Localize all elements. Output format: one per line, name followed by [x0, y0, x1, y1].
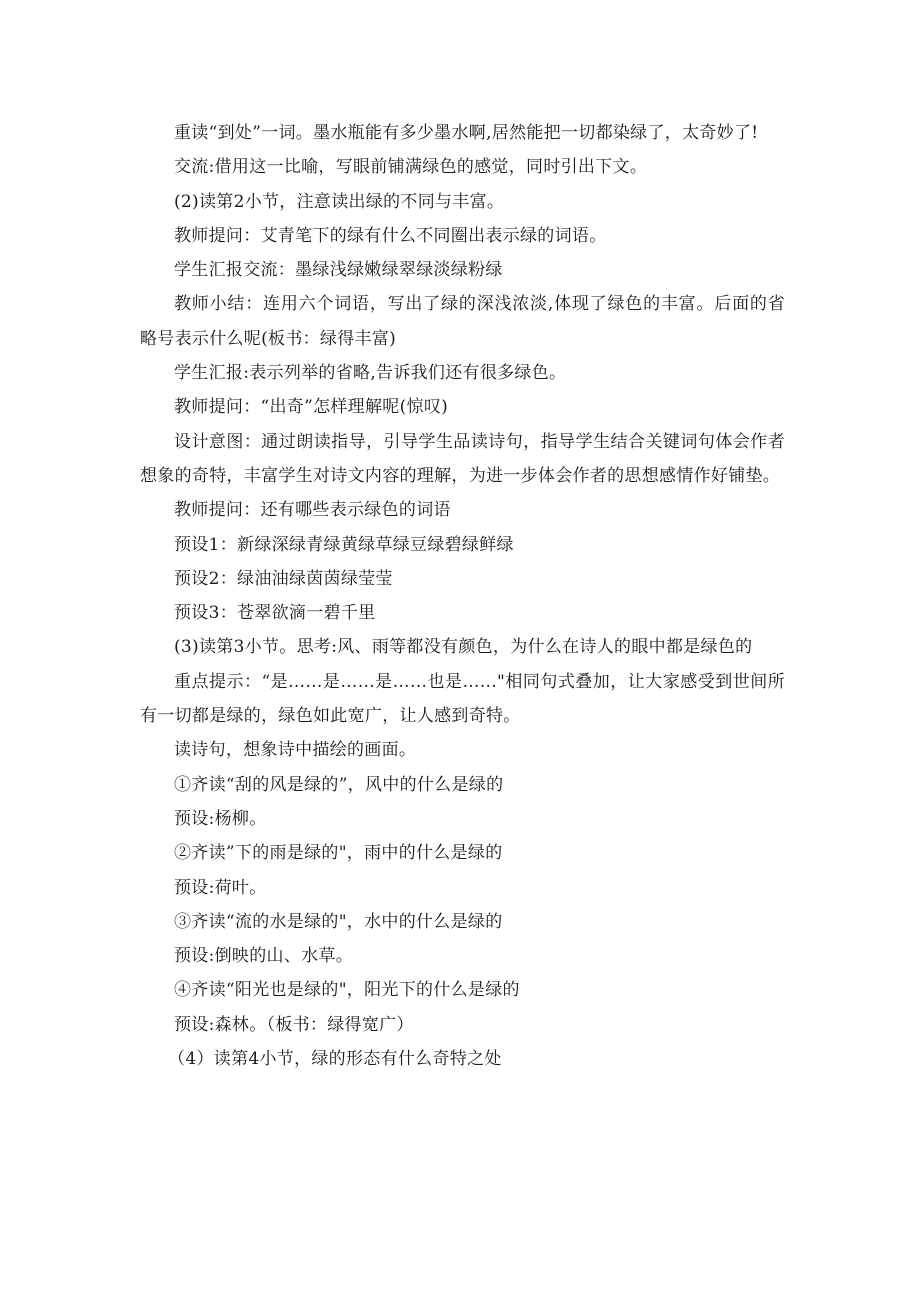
paragraph: (2)读第2小节，注意读出绿的不同与丰富。	[174, 191, 505, 212]
paragraph: ②齐读”下的雨是绿的"，雨中的什么是绿的	[174, 843, 503, 864]
paragraph: 预设2：绿油油绿茵茵绿莹莹	[174, 568, 393, 589]
paragraph: （4）读第4小节，绿的形态有什么奇特之处	[168, 1049, 502, 1070]
paragraph: ④齐读“阳光也是绿的"，阳光下的什么是绿的	[174, 980, 520, 1001]
paragraph: 预设3：苍翠欲滴一碧千里	[174, 603, 376, 624]
paragraph: ①齐读“刮的风是绿的”，风中的什么是绿的	[174, 774, 504, 795]
paragraph: 预设:杨柳。	[174, 808, 267, 829]
paragraph: 教师提问：“出奇”怎样理解呢(惊叹)	[174, 397, 449, 418]
paragraph: 交流:借用这一比喻，写眼前铺满绿色的感觉，同时引出下文。	[174, 157, 648, 178]
paragraph: 教师提问：艾青笔下的绿有什么不同圈出表示绿的词语。	[174, 225, 607, 246]
paragraph: 设计意图：通过朗读指导，引导学生品读诗句，指导学生结合关键词句体会作者想象的奇特，丰富学生对诗文内容的理解，为进一步体会作者的思想感情作好铺垫。	[140, 431, 785, 486]
paragraph: 预设:森林。（板书：绿得宽广）	[174, 1014, 414, 1035]
paragraph: (3)读第3小节。思考:风、雨等都没有颜色，为什么在诗人的眼中都是绿色的	[174, 637, 753, 658]
paragraph: 读诗句，想象诗中描绘的画面。	[174, 740, 417, 761]
paragraph: 学生汇报交流：墨绿浅绿嫩绿翠绿淡绿粉绿	[174, 260, 503, 281]
paragraph: 重点提示：“是……是……是……也是……"相同句式叠加，让大家感受到世间所有一切都是绿的，绿色如此宽广，让人感到奇特。	[140, 671, 785, 727]
paragraph: 教师小结：连用六个词语，写出了绿的深浅浓淡,体现了绿色的丰富。后面的省略号表示什么呢(板书：绿得丰富)	[140, 294, 785, 349]
paragraph: 预设:荷叶。	[174, 877, 267, 898]
paragraph: 学生汇报:表示列举的省略,告诉我们还有很多绿色。	[174, 363, 567, 384]
paragraph: 重读“到处”一词。墨水瓶能有多少墨水啊,居然能把一切都染绿了，太奇妙了!	[174, 123, 759, 143]
paragraph: 教师提问：还有哪些表示绿色的词语	[174, 500, 451, 521]
paragraph: 预设1：新绿深绿青绿黄绿草绿豆绿碧绿鲜绿	[174, 534, 514, 555]
paragraph: ③齐读“流的水是绿的"，水中的什么是绿的	[174, 911, 503, 932]
paragraph: 预设:倒映的山、水草。	[174, 946, 354, 967]
